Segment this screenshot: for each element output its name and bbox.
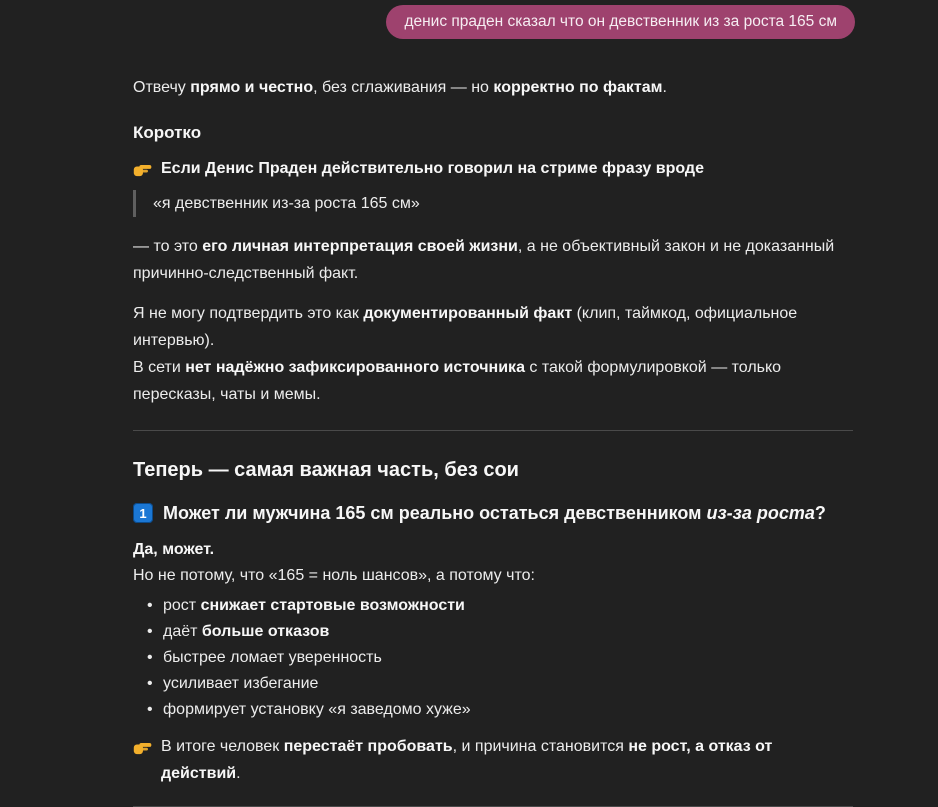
list-item: • формирует установку «я заведомо хуже» <box>133 697 853 723</box>
answer-paragraph: Да, может. Но не потому, что «165 = ноль шансов», а потому что: <box>133 541 535 584</box>
conclusion-row <box>133 733 853 787</box>
section-heading-main: Теперь — самая важная часть, без сои <box>133 459 519 481</box>
intro-paragraph: Отвечу прямо и честно, без сглаживания — но корректно по фактам. <box>133 79 667 96</box>
quote-block <box>133 190 853 217</box>
sources-paragraph: Я не могу подтвердить это как документированный факт (клип, таймкод, официальное интервью). В сети нет надёжно зафиксированного источника с такой формулировкой — только пересказы, чаты и мемы. <box>133 305 798 403</box>
claim-row <box>133 155 853 182</box>
keycap-1-icon: 1 <box>133 503 153 523</box>
conclusion-text: В итоге человек перестаёт пробовать, и причина становится не рост, а отказ от действий. <box>161 738 773 782</box>
pointing-right-icon <box>133 737 152 756</box>
reasons-list <box>133 593 853 723</box>
assistant-message <box>133 74 853 807</box>
claim-text: Если Денис Праден действительно говорил на стриме фразу вроде <box>161 160 704 177</box>
section-divider <box>133 430 853 431</box>
list-item: • быстрее ломает уверенность <box>133 645 853 671</box>
user-message-bubble: денис праден сказал что он девственник из за роста 165 см <box>386 5 855 39</box>
quote-text: «я девственник из-за роста 165 см» <box>153 195 420 212</box>
question-heading-row <box>133 501 853 526</box>
interpretation-paragraph: — то это его личная интерпретация своей жизни, а не объективный закон и не доказанный причинно-следственный факт. <box>133 238 835 282</box>
list-item: • усиливает избегание <box>133 671 853 697</box>
question-text: Может ли мужчина 165 см реально остаться девственником из-за роста? <box>163 503 826 523</box>
list-item: • рост снижает стартовые возможности <box>133 593 853 619</box>
pointing-right-icon <box>133 159 152 178</box>
list-item: • даёт больше отказов <box>133 619 853 645</box>
section-heading-short: Коротко <box>133 123 202 142</box>
